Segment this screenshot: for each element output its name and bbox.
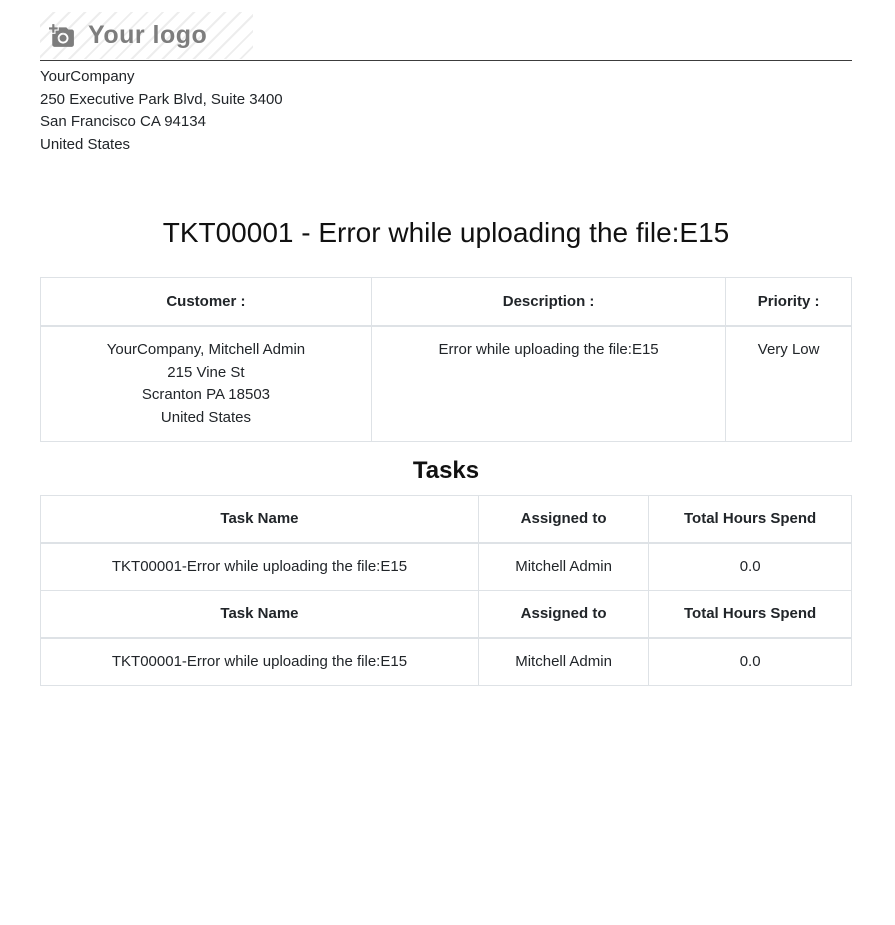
priority-cell: Very Low: [726, 326, 852, 442]
customer-line-country: United States: [160, 408, 251, 426]
ticket-title: TKT00001 - Error while uploading the file:E15: [162, 217, 730, 248]
customer-line-street: 215 Vine St: [167, 363, 245, 381]
task-name-column-header: Task Name: [41, 591, 479, 639]
tasks-heading: Tasks: [412, 457, 480, 484]
task-row: [41, 543, 852, 591]
logo-text: Your logo: [88, 21, 208, 49]
company-address: [40, 66, 852, 156]
task-name-cell: TKT00001-Error while uploading the file:E15: [41, 638, 479, 686]
header-divider: [40, 60, 852, 61]
address-line-country: United States: [40, 135, 131, 153]
customer-line-name: YourCompany, Mitchell Admin: [106, 341, 306, 358]
customer-line-city: Scranton PA 18503: [141, 386, 271, 403]
task-name-cell: TKT00001-Error while uploading the file:E15: [41, 543, 479, 591]
task-row: [41, 638, 852, 686]
ticket-summary-table: [40, 277, 852, 442]
address-line-city: San Francisco CA 94134: [40, 113, 206, 130]
customer-column-header: Customer :: [41, 278, 372, 327]
ticket-data-row: [41, 326, 852, 442]
total-hours-column-header: Total Hours Spend: [649, 591, 852, 639]
total-hours-cell: 0.0: [649, 638, 852, 686]
description-cell: Error while uploading the file:E15: [371, 326, 725, 442]
priority-column-header: Priority :: [726, 278, 852, 327]
customer-cell: [41, 326, 372, 442]
description-column-header: Description :: [371, 278, 725, 327]
total-hours-cell: 0.0: [649, 543, 852, 591]
logo-placeholder: [40, 12, 253, 59]
address-line-street: 250 Executive Park Blvd, Suite 3400: [40, 90, 283, 108]
assigned-to-cell: Mitchell Admin: [478, 543, 648, 591]
assigned-to-cell: Mitchell Admin: [478, 638, 648, 686]
assigned-to-column-header: Assigned to: [478, 496, 648, 544]
assigned-to-column-header: Assigned to: [478, 591, 648, 639]
tasks-header-row: [41, 591, 852, 639]
tasks-table: [40, 495, 852, 686]
tasks-header-row: [41, 496, 852, 544]
ticket-header-row: [41, 278, 852, 327]
add-photo-camera-icon: [49, 23, 75, 49]
total-hours-column-header: Total Hours Spend: [649, 496, 852, 544]
address-line-company: YourCompany: [40, 68, 135, 85]
task-name-column-header: Task Name: [41, 496, 479, 544]
